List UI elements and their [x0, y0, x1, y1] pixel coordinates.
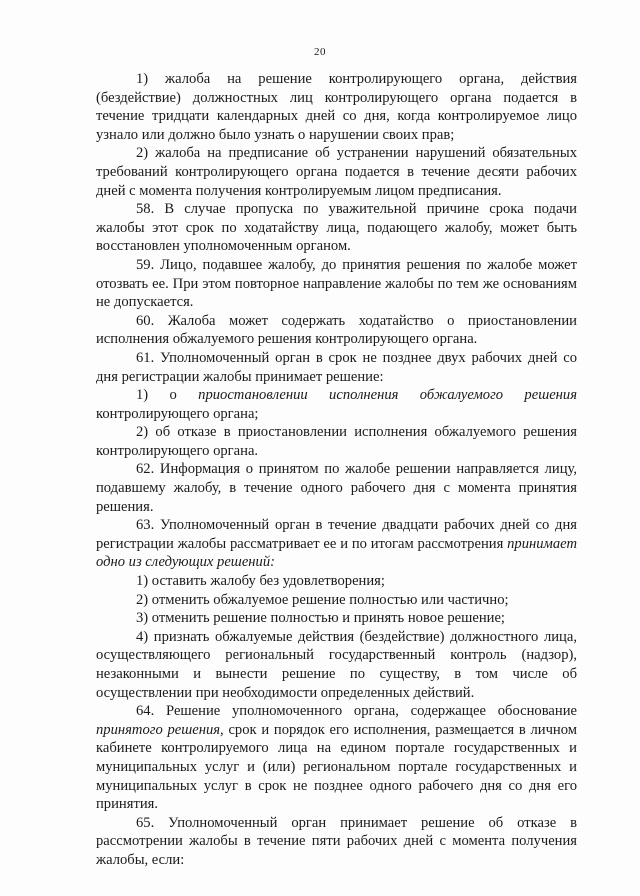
- paragraph-59: 59. Лицо, подавшее жалобу, до принятия решения по жалобе может отозвать ее. При этом повторное направление жалобы по тем же основаниям не допускается.: [96, 256, 577, 311]
- paragraph-63-item-3: 3) отменить решение полностью и принять новое решение;: [136, 610, 505, 627]
- paragraph-1-complaint-deadline: 1) жалоба на решение контролирующего органа, действия (бездействие) должностных лиц контролирующего органа подается в течение тридцати календарных дней со дня, когда контролируемое лицо узнало или должно было узнать о нарушении своих прав;: [96, 71, 577, 143]
- paragraph-62: 62. Информация о принятом по жалобе решении направляется лицу, подавшему жалобу, в течение одного рабочего дня с момента принятия решения.: [96, 461, 577, 515]
- paragraph-2-prescription-complaint: 2) жалоба на предписание об устранении нарушений обязательных требований контролирующего органа подается в течение десяти рабочих дней с момента получения контролируемым лицом предписания.: [96, 145, 577, 199]
- italic-phrase: приостановлении исполнения обжалуемого решения: [198, 387, 578, 404]
- item-number: 1) о: [136, 387, 177, 404]
- paragraph-61-item-2: 2) об отказе в приостановлении исполнения обжалуемого решения контролирующего органа.: [96, 424, 577, 459]
- paragraph-61-item-1: [96, 386, 577, 423]
- document-body: [96, 70, 577, 870]
- paragraph-rest: срок и порядок его исполнения, размещается в личном кабинете контролируемого лица на едином портале государственных и муниципальных услуг и (или) региональном портале государственных и муниципальных услуг в срок не позднее одного рабочего дня со дня его принятия.: [96, 721, 577, 813]
- italic-phrase: принимает одно из следующих решений:: [96, 535, 577, 571]
- paragraph-63-item-4: 4) признать обжалуемые действия (бездействие) должностного лица, осуществляющего региональный государственный контроль (надзор), незаконными и вынести решение по существу, в том числе об осуществлении при необходимости определенных действий.: [96, 628, 577, 701]
- paragraph-64: [96, 702, 577, 814]
- paragraph-63: [96, 516, 577, 572]
- paragraph-60: 60. Жалоба может содержать ходатайство о приостановлении исполнения обжалуемого решения контролирующего органа.: [96, 312, 577, 348]
- paragraph-63-item-1: 1) оставить жалобу без удовлетворения;: [136, 573, 385, 590]
- italic-phrase: принятого решения,: [96, 721, 224, 738]
- paragraph-61: 61. Уполномоченный орган в срок не позднее двух рабочих дней со дня регистрации жалобы принимает решение:: [96, 349, 577, 385]
- paragraph-63-item-2: 2) отменить обжалуемое решение полностью или частично;: [136, 591, 509, 608]
- paragraph-65: 65. Уполномоченный орган принимает решение об отказе в рассмотрении жалобы в течение пяти рабочих дней с момента получения жалобы, если:: [96, 814, 577, 868]
- page-number: 20: [314, 46, 326, 58]
- paragraph-lead: 64. Решение уполномоченного органа, содержащее обоснование: [136, 703, 577, 720]
- paragraph-lead: 63. Уполномоченный орган в течение двадцати рабочих дней со дня регистрации жалобы рассматривает ее и по итогам рассмотрения: [96, 517, 577, 552]
- paragraph-58: 58. В случае пропуска по уважительной причине срока подачи жалобы этот срок по ходатайству лица, подающего жалобу, может быть восстановлен уполномоченным органом.: [96, 201, 577, 255]
- item-rest: контролирующего органа;: [96, 405, 259, 422]
